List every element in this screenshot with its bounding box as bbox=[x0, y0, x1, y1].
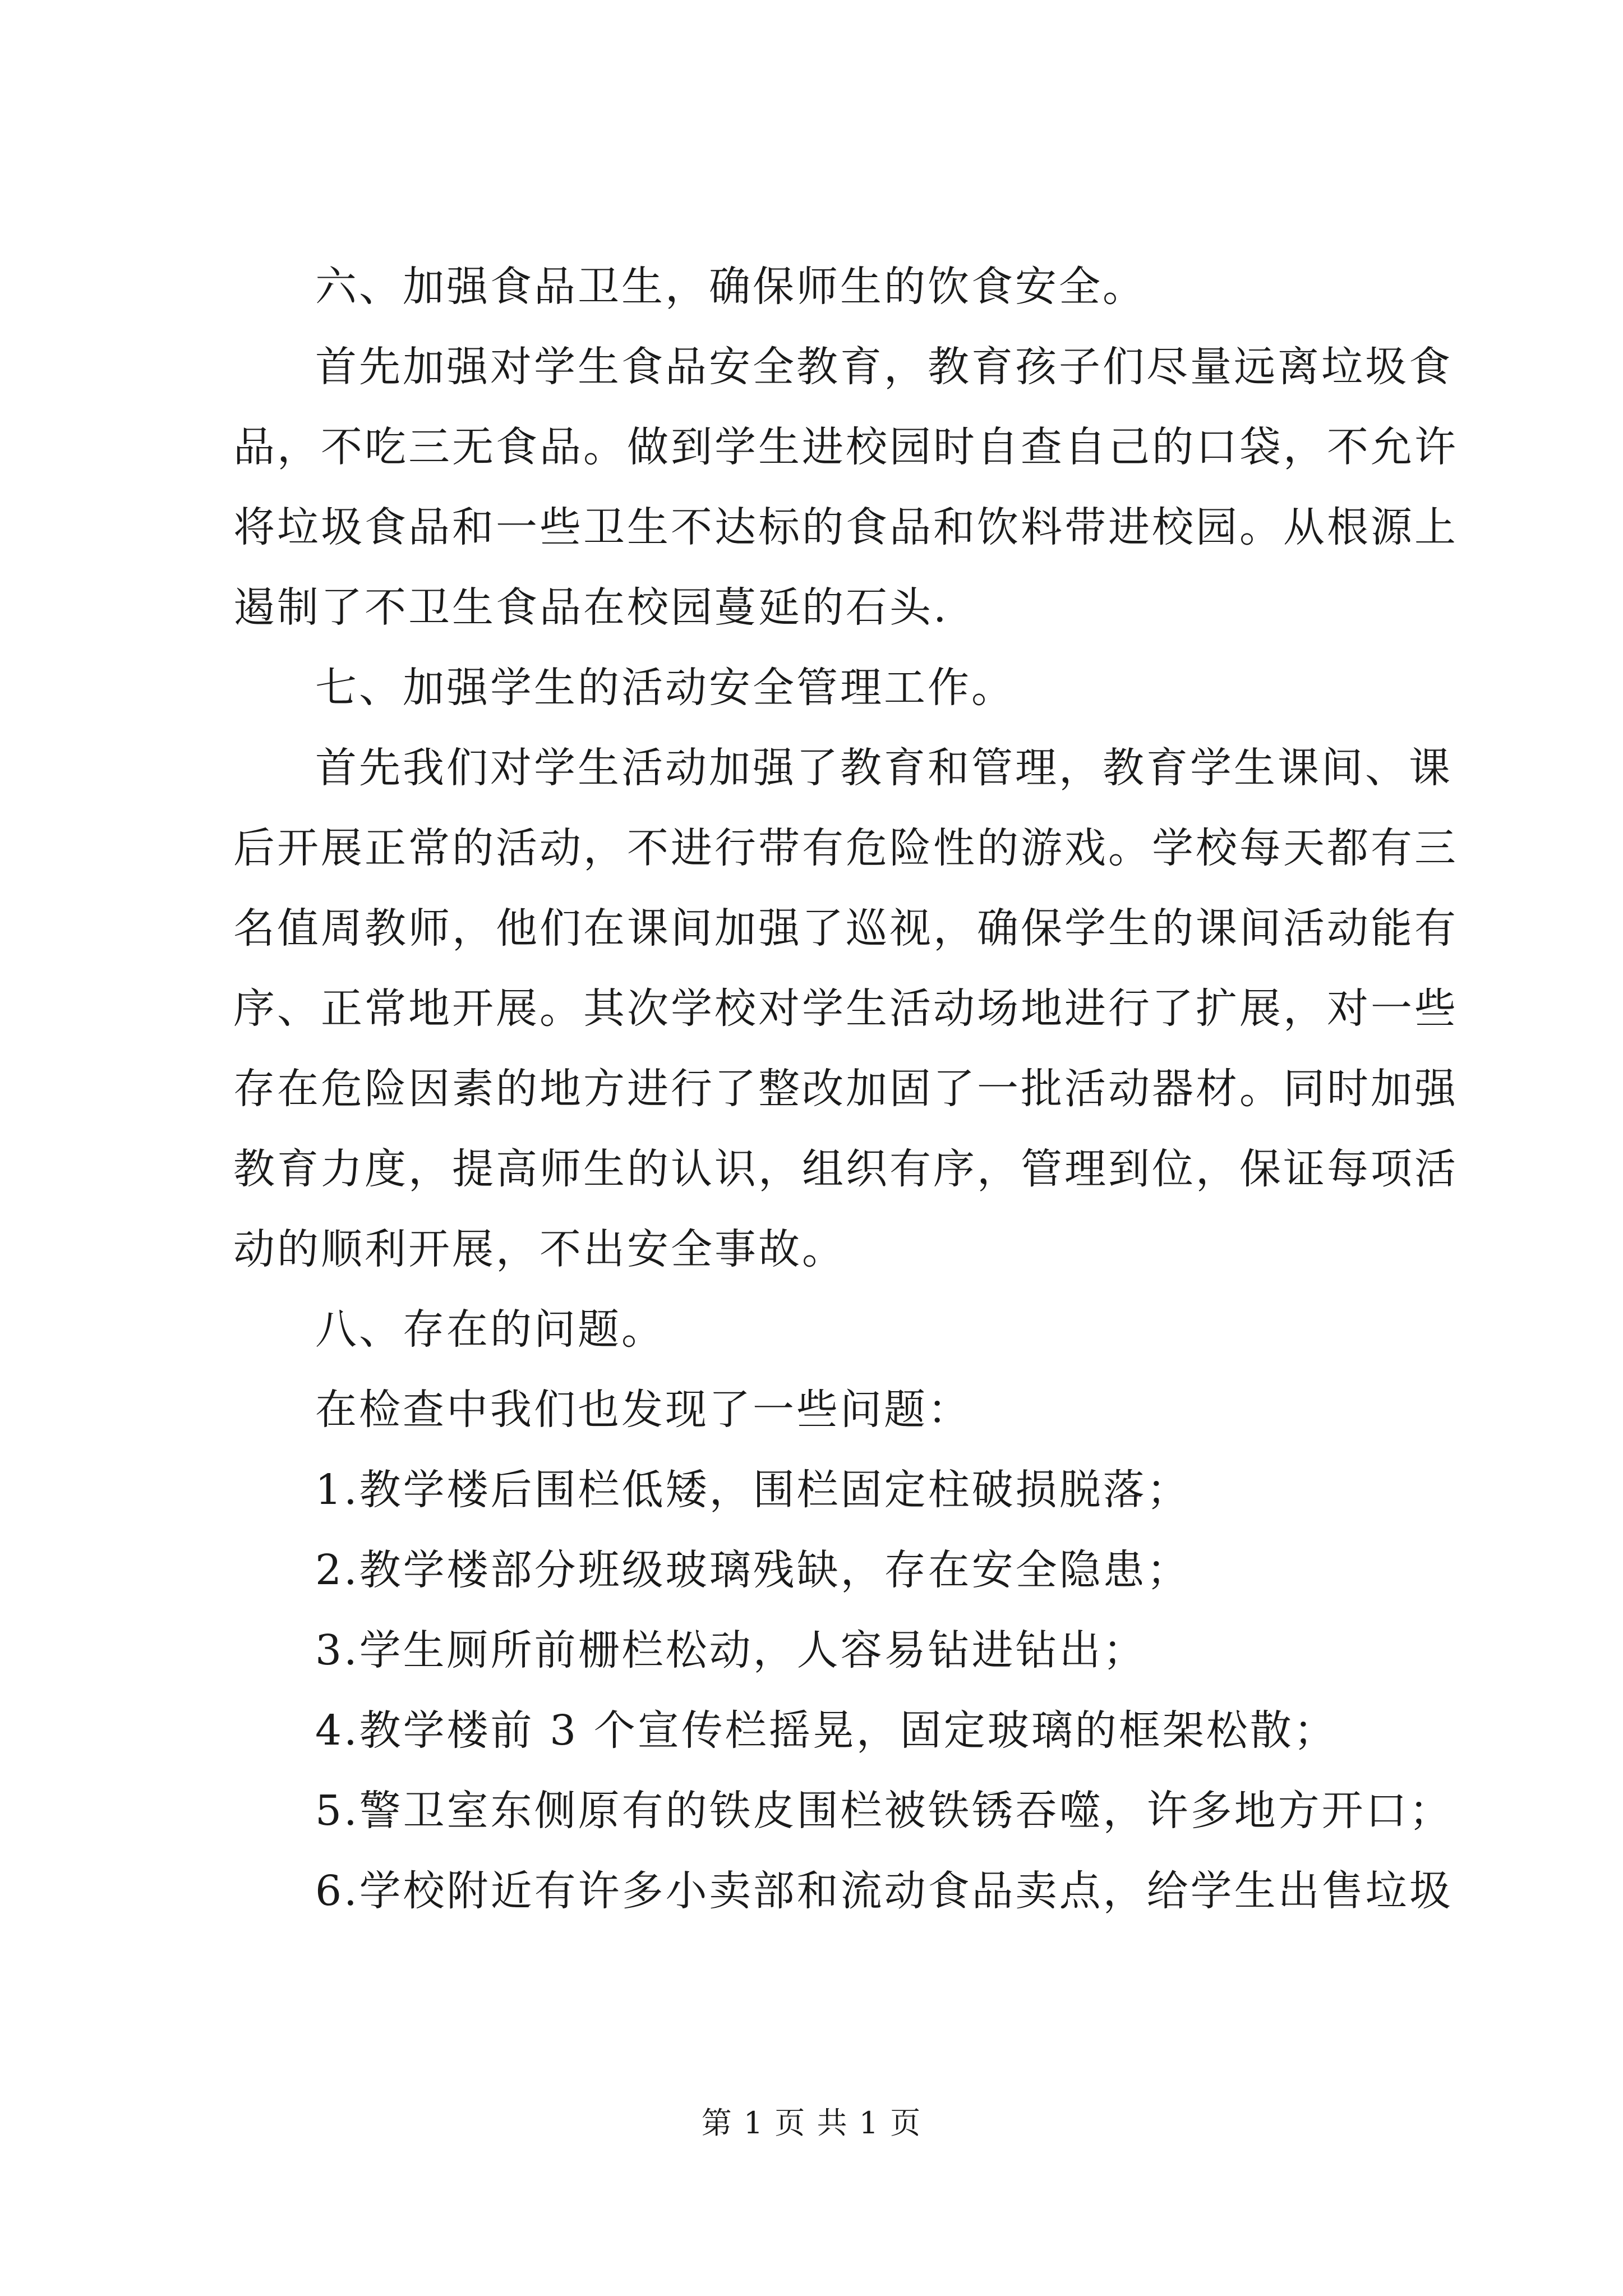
paragraph-line: 首先加强对学生食品安全教育，教育孩子们尽量远离垃圾食 bbox=[315, 343, 1453, 391]
list-item: 6.学校附近有许多小卖部和流动食品卖点，给学生出售垃圾 bbox=[315, 1867, 1453, 1915]
section-heading-problems: 八、存在的问题。 bbox=[315, 1305, 665, 1354]
page-footer: 第 1 页 共 1 页 bbox=[701, 2105, 922, 2141]
paragraph-line: 教育力度，提高师生的认识，组织有序，管理到位，保证每项活 bbox=[233, 1145, 1458, 1193]
paragraph-line: 遏制了不卫生食品在校园蔓延的石头. bbox=[233, 583, 949, 632]
list-item: 2.教学楼部分班级玻璃残缺，存在安全隐患； bbox=[315, 1546, 1191, 1594]
paragraph-line: 序、正常地开展。其次学校对学生活动场地进行了扩展，对一些 bbox=[233, 984, 1458, 1033]
section-heading-activity-safety: 七、加强学生的活动安全管理工作。 bbox=[315, 664, 1015, 712]
list-item: 5.警卫室东侧原有的铁皮围栏被铁锈吞噬，许多地方开口； bbox=[315, 1787, 1453, 1835]
section-heading-food-safety: 六、加强食品卫生，确保师生的饮食安全。 bbox=[315, 263, 1146, 311]
document-body bbox=[233, 247, 1458, 1931]
paragraph-line: 动的顺利开展，不出安全事故。 bbox=[233, 1225, 846, 1273]
list-item: 4.教学楼前 3 个宣传栏摇晃，固定玻璃的框架松散； bbox=[315, 1706, 1338, 1755]
list-item: 3.学生厕所前栅栏松动，人容易钻进钻出； bbox=[315, 1626, 1147, 1674]
list-item: 1.教学楼后围栏低矮，围栏固定柱破损脱落； bbox=[315, 1466, 1191, 1514]
paragraph-line: 将垃圾食品和一些卫生不达标的食品和饮料带进校园。从根源上 bbox=[233, 503, 1458, 551]
paragraph-line: 首先我们对学生活动加强了教育和管理，教育学生课间、课 bbox=[315, 744, 1453, 792]
paragraph-line: 在检查中我们也发现了一些问题： bbox=[315, 1386, 971, 1434]
paragraph-line: 名值周教师，他们在课间加强了巡视，确保学生的课间活动能有 bbox=[233, 904, 1458, 953]
paragraph-line: 存在危险因素的地方进行了整改加固了一批活动器材。同时加强 bbox=[233, 1065, 1458, 1113]
paragraph-line: 品，不吃三无食品。做到学生进校园时自查自己的口袋，不允许 bbox=[233, 423, 1458, 471]
paragraph-line: 后开展正常的活动，不进行带有危险性的游戏。学校每天都有三 bbox=[233, 824, 1458, 872]
